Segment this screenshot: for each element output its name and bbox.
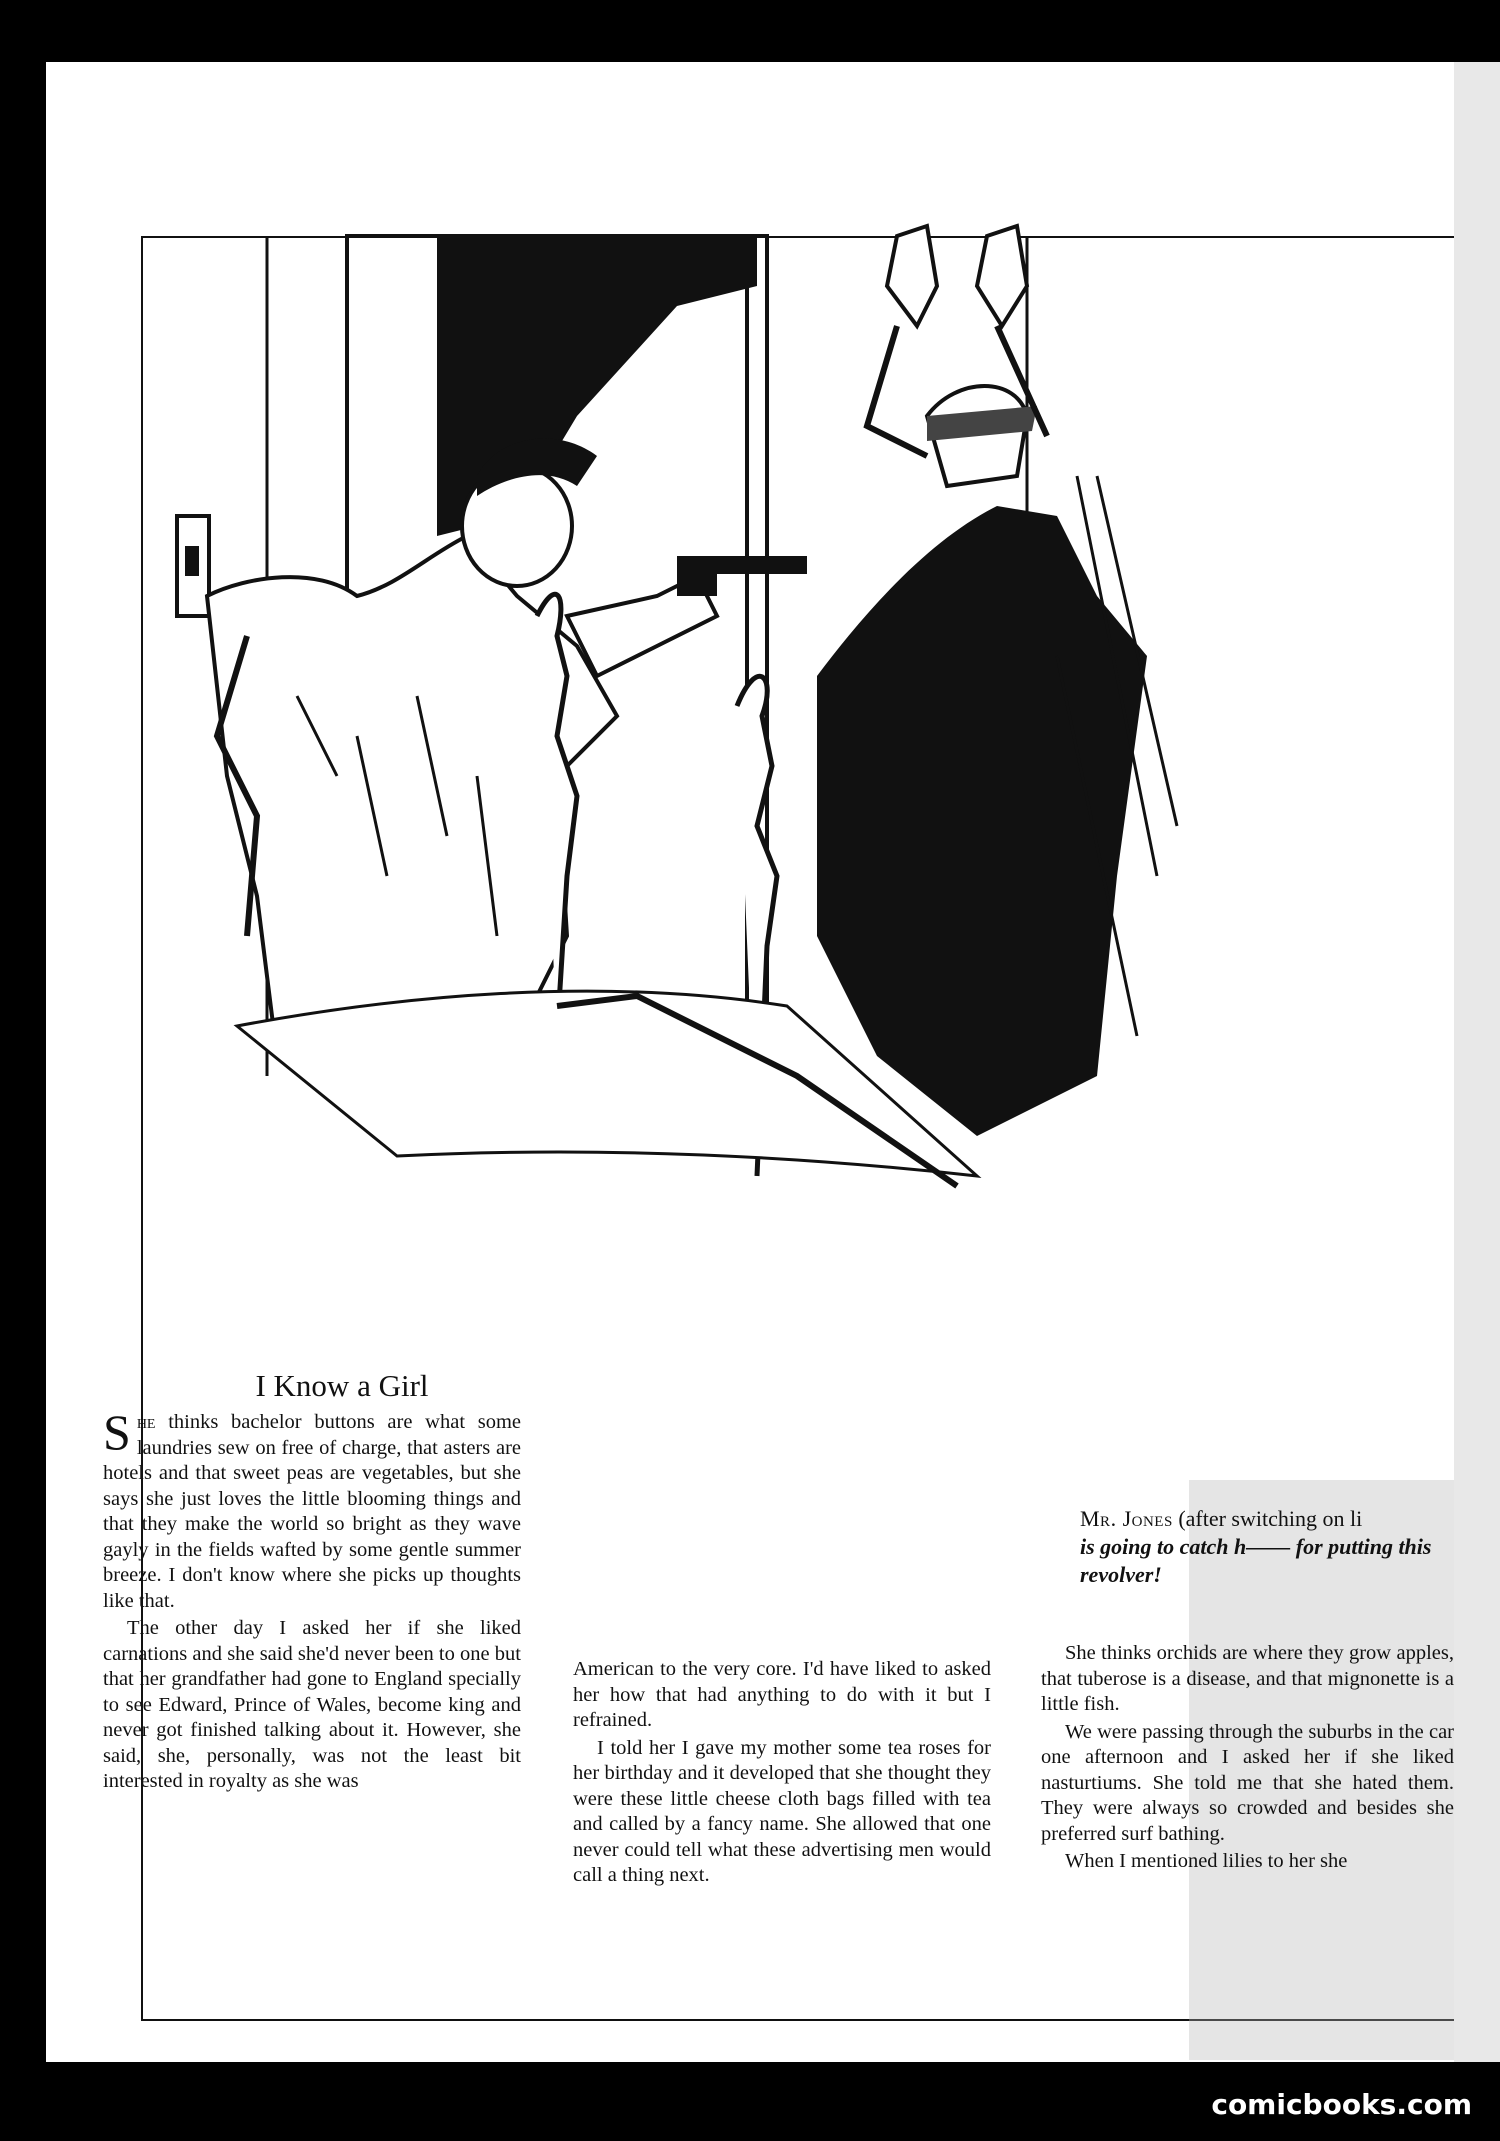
facing-page-edge [1454, 62, 1500, 2062]
cartoon-illustration [97, 176, 1454, 1476]
caption-action: (after switching on li [1172, 1506, 1363, 1531]
article-column-1 [103, 1404, 521, 1797]
lead-word: he [136, 1411, 156, 1433]
article-paragraph: We were passing through the suburbs in the car one afternoon and I asked her if she liked nasturtiums. She told me that she hated them. They were always so crowded and besides she preferred surf bathing. [1041, 1720, 1454, 1845]
article-paragraph: American to the very core. I'd have liked to asked her how that had anything to do with it but I refrained. [573, 1658, 991, 1731]
article-paragraph: She thinks orchids are where they grow apples, that tuberose is a disease, and that mignonette is a little fish. [1041, 1642, 1454, 1715]
site-watermark: comicbooks.com [1211, 2088, 1472, 2121]
article-column-2 [573, 1657, 991, 1891]
caption-speaker: Mr. Jones [1080, 1506, 1173, 1531]
paragraph-text: thinks bachelor buttons are what some laundries sew on free of charge, that asters are hotels and that sweet peas are vegetables, but she says she just loves the little blooming things and that they make the world so bright as they wave gayly in the fields wafted by some gentle summer breeze. I don't know where she picks up thoughts like that. [103, 1411, 521, 1612]
article-title: I Know a Girl [255, 1368, 429, 1403]
article-paragraph: The other day I asked her if she liked carnations and she said she'd never been to one but that her grandfather had gone to England specially to see Edward, Prince of Wales, become king and never got finished talking about it. However, she said, she, personally, was not the least bit interested in royalty as she was [103, 1617, 521, 1792]
illustration-caption [1080, 1505, 1454, 1589]
article-paragraph: When I mentioned lilies to her she [1065, 1850, 1348, 1872]
article-paragraph [103, 1404, 521, 1614]
article-paragraph: I told her I gave my mother some tea roses for her birthday and it developed that she thought they were these little cheese cloth bags filled with tea and called by a fancy name. She allowed that one never could tell what these advertising men would call a thing next. [573, 1736, 991, 1886]
article-column-3 [1041, 1641, 1454, 1877]
drop-cap: S [103, 1404, 131, 1460]
caption-line-3: revolver! [1080, 1562, 1162, 1587]
caption-line-2: is going to catch h—— for putting this [1080, 1534, 1432, 1559]
